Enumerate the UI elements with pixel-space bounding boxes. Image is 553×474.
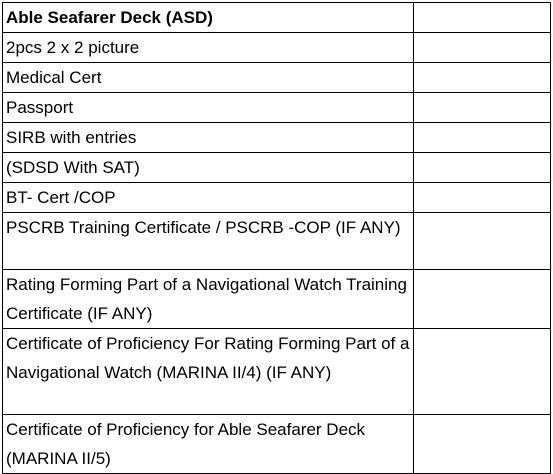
check-cell (414, 63, 551, 93)
requirement-label: Passport (3, 93, 414, 123)
requirement-label: Medical Cert (3, 63, 414, 93)
check-cell (414, 213, 551, 270)
check-cell (414, 153, 551, 183)
table-row (3, 63, 551, 93)
requirement-label: BT- Cert /COP (3, 183, 414, 213)
check-cell (414, 93, 551, 123)
check-cell (414, 123, 551, 153)
check-cell (414, 3, 551, 33)
table-row (3, 415, 551, 474)
table-row (3, 270, 551, 329)
requirements-table (2, 2, 551, 474)
table-row (3, 213, 551, 270)
requirement-label: 2pcs 2 x 2 picture (3, 33, 414, 63)
table-row (3, 33, 551, 63)
requirement-label: PSCRB Training Certificate / PSCRB -COP (IF ANY) (3, 213, 414, 270)
check-cell (414, 329, 551, 415)
table-row (3, 183, 551, 213)
check-cell (414, 183, 551, 213)
check-cell (414, 415, 551, 474)
table-row (3, 153, 551, 183)
document-title: Able Seafarer Deck (ASD) (3, 3, 414, 33)
table-row (3, 123, 551, 153)
requirement-label: SIRB with entries (3, 123, 414, 153)
requirement-label: Rating Forming Part of a Navigational Watch Training Certificate (IF ANY) (3, 270, 414, 329)
requirement-label: Certificate of Proficiency for Able Seafarer Deck (MARINA II/5) (3, 415, 414, 474)
check-cell (414, 270, 551, 329)
table-row (3, 329, 551, 415)
table-row (3, 93, 551, 123)
requirement-label: Certificate of Proficiency For Rating Forming Part of a Navigational Watch (MARINA II/4) (IF ANY) (3, 329, 414, 415)
check-cell (414, 33, 551, 63)
requirement-label: (SDSD With SAT) (3, 153, 414, 183)
title-row (3, 3, 551, 33)
